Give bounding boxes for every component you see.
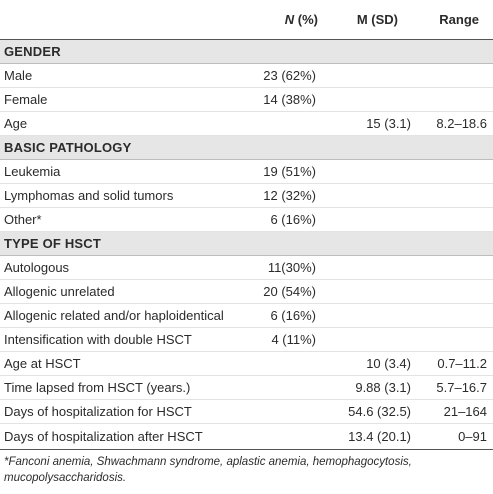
header-percent-suffix: (%) <box>294 12 318 27</box>
row-label: Lymphomas and solid tumors <box>4 188 174 203</box>
header-range: Range <box>439 12 479 27</box>
table-row <box>0 256 493 280</box>
table-row <box>0 184 493 208</box>
row-label: Age <box>4 116 28 131</box>
table-row <box>0 304 493 328</box>
table-row <box>0 280 493 304</box>
row-label: Female <box>4 92 48 107</box>
row-n: 4 (11%) <box>271 332 316 347</box>
row-label: Other* <box>4 212 42 227</box>
table-row <box>0 88 493 112</box>
row-label: Allogenic unrelated <box>4 284 115 299</box>
row-n: 20 (54%) <box>263 284 316 299</box>
row-range: 21–164 <box>443 404 487 419</box>
row-label: Days of hospitalization for HSCT <box>4 404 192 419</box>
table-row <box>0 376 493 400</box>
row-range: 8.2–18.6 <box>436 116 487 131</box>
row-n: 19 (51%) <box>263 164 316 179</box>
section-title: TYPE OF HSCT <box>4 236 102 251</box>
table-row <box>0 328 493 352</box>
table-header-row <box>0 0 493 40</box>
row-label: Leukemia <box>4 164 61 179</box>
row-mean-sd: 54.6 (32.5) <box>348 404 411 419</box>
table-row <box>0 424 493 448</box>
section-header-type-of-hsct <box>0 232 493 256</box>
table-row <box>0 64 493 88</box>
row-range: 0–91 <box>458 428 487 444</box>
header-n-letter: N <box>284 12 295 27</box>
row-label: Intensification with double HSCT <box>4 332 192 347</box>
row-label: Allogenic related and/or haploidentical <box>4 308 224 323</box>
section-title: GENDER <box>4 44 61 59</box>
row-n: 11(30%) <box>267 260 316 275</box>
row-n: 14 (38%) <box>263 92 316 107</box>
row-mean-sd: 9.88 (3.1) <box>355 380 411 395</box>
section-header-basic-pathology <box>0 136 493 160</box>
header-n-percent <box>285 0 318 39</box>
row-range: 5.7–16.7 <box>436 380 487 395</box>
table-row <box>0 208 493 232</box>
row-label: Time lapsed from HSCT (years.) <box>4 380 191 395</box>
row-range: 0.7–11.2 <box>437 356 487 371</box>
row-label: Male <box>4 68 33 83</box>
table-row <box>0 160 493 184</box>
section-title: BASIC PATHOLOGY <box>4 140 132 155</box>
row-mean-sd: 15 (3.1) <box>366 116 411 131</box>
row-mean-sd: 13.4 (20.1) <box>348 428 411 444</box>
row-n: 6 (16%) <box>270 212 316 227</box>
row-label: Days of hospitalization after HSCT <box>4 428 203 444</box>
table-row <box>0 352 493 376</box>
table-footnote: *Fanconi anemia, Shwachmann syndrome, aplastic anemia, hemophagocytosis, mucopolysaccharidosis. <box>0 449 493 486</box>
row-n: 6 (16%) <box>270 308 316 323</box>
header-mean-sd: M (SD) <box>356 12 398 27</box>
table-row <box>0 400 493 424</box>
table-row <box>0 112 493 136</box>
row-mean-sd: 10 (3.4) <box>366 356 411 371</box>
section-header-gender <box>0 40 493 64</box>
row-label: Age at HSCT <box>4 356 81 371</box>
row-n: 12 (32%) <box>263 188 316 203</box>
row-n: 23 (62%) <box>263 68 316 83</box>
row-label: Autologous <box>4 260 70 275</box>
